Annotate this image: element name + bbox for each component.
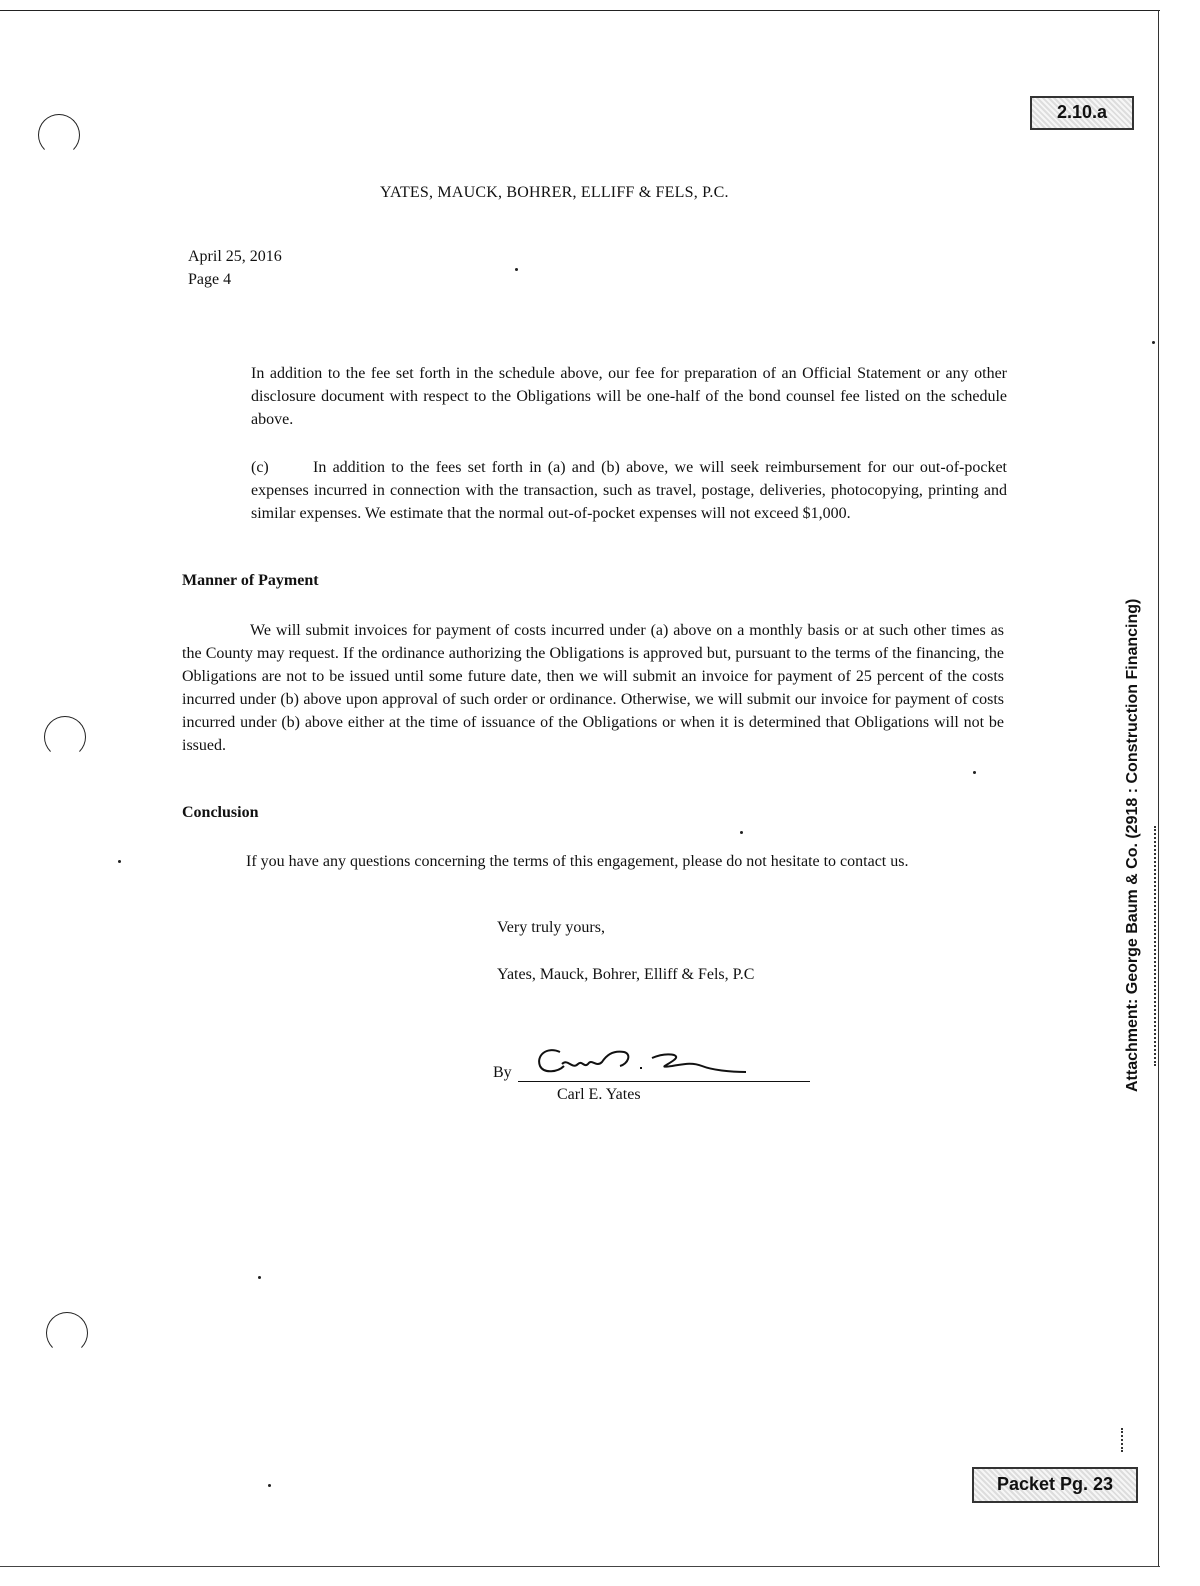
closing-salutation: Very truly yours, [497,919,605,936]
handwritten-signature [532,1042,762,1091]
scan-border-top [0,10,1160,11]
scan-border-bottom [0,1566,1160,1567]
paragraph-reimbursement [251,456,1007,525]
closing-firm-name: Yates, Mauck, Bohrer, Elliff & Fels, P.C [497,966,755,983]
by-label: By [493,1064,512,1081]
scan-speck [258,1276,261,1279]
scan-speck [973,771,976,774]
signature-line [518,1081,810,1082]
scan-speck [268,1484,271,1487]
scan-speck [515,268,518,271]
punch-hole-top [38,114,80,156]
scan-speck [740,831,743,834]
punch-hole-middle [44,716,86,758]
item-label-c: (c) [251,459,269,476]
paragraph-conclusion: If you have any questions concerning the terms of this engagement, please do not hesitate to contact us. [246,853,909,870]
scan-speck [1152,341,1155,344]
paragraph-manner-of-payment: We will submit invoices for payment of costs incurred under (a) above on a monthly basis or at such other times as the County may request. If the ordinance authorizing the Obligations is approved but, pursuant to the terms of the financing, the Obligations are not to be issued until some future date, then we will submit an invoice for payment of 25 percent of the costs incurred under (b) above upon approval of such order or ordinance. Otherwise, we will submit our invoice for payment of costs incurred under (b) above either at the time of issuance of the Obligations or when it is determined that Obligations will not be issued. [182,622,1004,754]
packet-page-stamp: Packet Pg. 23 [972,1467,1138,1503]
heading-manner-of-payment: Manner of Payment [182,572,319,589]
punch-hole-bottom [46,1312,88,1354]
item-number-stamp: 2.10.a [1030,96,1134,130]
scan-border-right [1158,10,1159,1566]
letterhead-firm-name: YATES, MAUCK, BOHRER, ELLIFF & FELS, P.C. [380,184,729,201]
page-number: Page 4 [188,271,232,288]
side-dotted-line-lower [1121,1428,1123,1452]
signer-name: Carl E. Yates [557,1086,641,1103]
paragraph-reimbursement-text: In addition to the fees set forth in (a) and (b) above, we will seek reimbursement for our out-of-pocket expenses incurred in connection with the transaction, such as travel, postage, deliveries, photocopying, printing and similar expenses. We estimate that the normal out-of-pocket expenses will not exceed $1,000. [251,459,1007,522]
side-dotted-line-upper [1154,826,1156,1066]
letter-date: April 25, 2016 [188,248,282,265]
heading-conclusion: Conclusion [182,804,259,821]
attachment-side-label: Attachment: George Baum & Co. (2918 : Construction Financing) [1124,598,1141,1092]
scan-speck [118,860,121,863]
paragraph-official-statement-fee: In addition to the fee set forth in the schedule above, our fee for preparation of an Official Statement or any other disclosure document with respect to the Obligations will be one-half of the bond counsel fee listed on the schedule above. [251,365,1007,428]
